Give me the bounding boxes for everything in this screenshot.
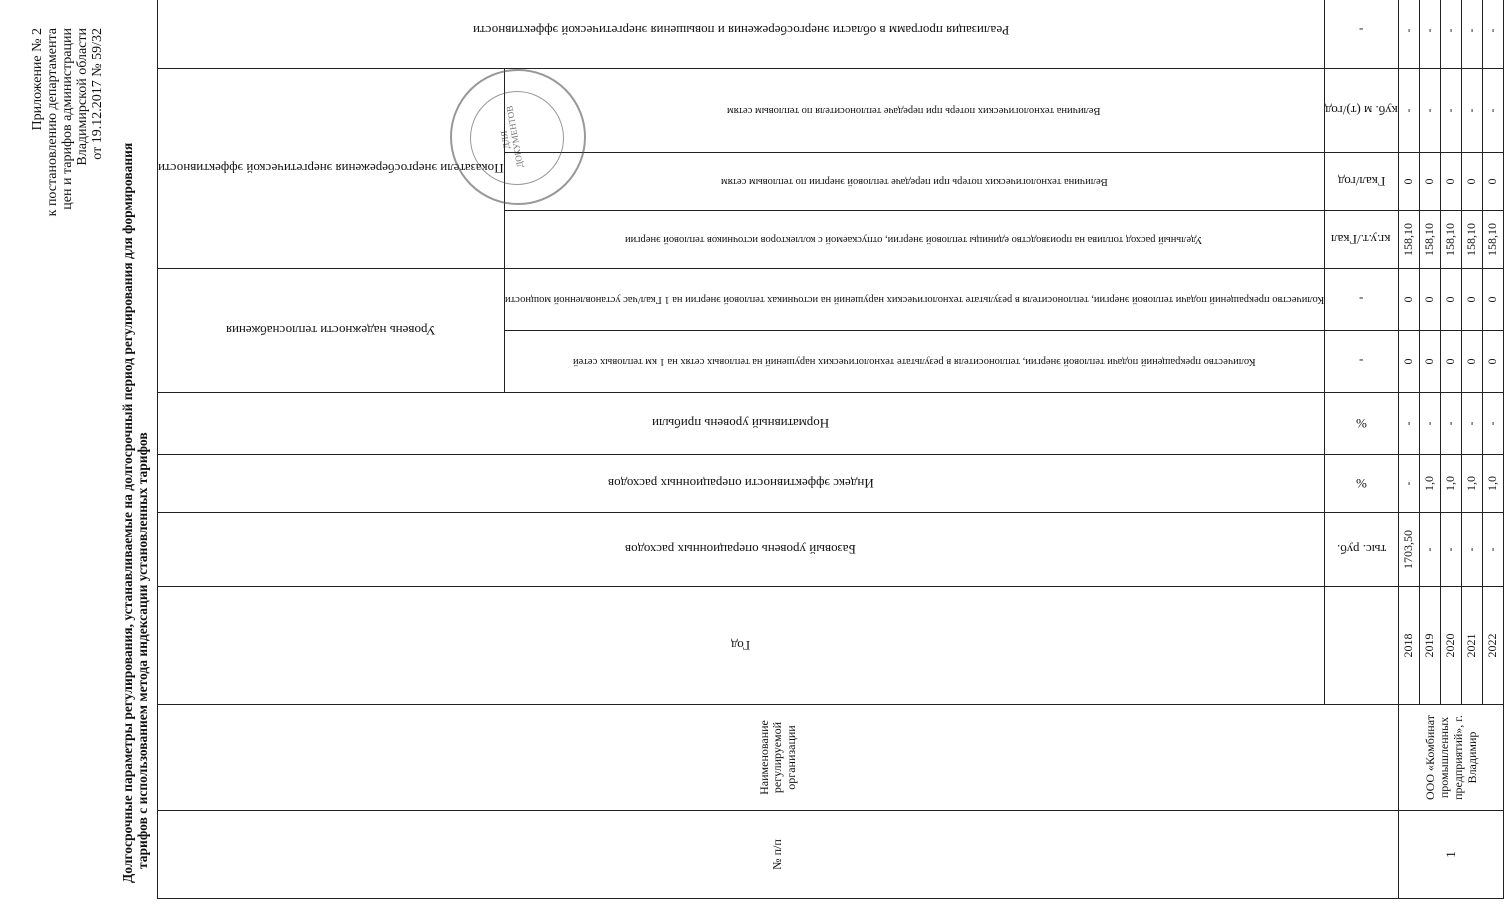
header-num: № п/п [158, 811, 1399, 899]
header-org: Наименование регулируемой организации [158, 705, 1399, 811]
header-energy-group: Показатели энергосбережения энергетической эффективности [158, 68, 505, 268]
normative-profit-cell: - [1461, 393, 1482, 455]
energy-1-cell: 158,10 [1482, 211, 1503, 269]
unit-program: - [1324, 0, 1398, 68]
efficiency-index-cell: 1,0 [1482, 455, 1503, 513]
organization-name: ООО «Комбинат промышленных предприятий», г. Владимир [1398, 705, 1503, 811]
appendix-line: Владимирской области [75, 28, 90, 166]
header-program: Реализация программ в области энергосбережения и повышения энергетической эффективности [158, 0, 1325, 68]
energy-3-cell: - [1482, 68, 1503, 152]
efficiency-index-cell: 1,0 [1461, 455, 1482, 513]
header-reliability-2: Количество прекращений подачи тепловой энергии, теплоносителя в результате технологических нарушений на источниках тепловой энергии на 1 Гкал/час установленной мощности [504, 269, 1324, 331]
energy-3-cell: - [1419, 68, 1440, 152]
reliability-1-cell: 0 [1419, 331, 1440, 393]
base-level-cell: - [1440, 513, 1461, 587]
energy-3-cell: - [1440, 68, 1461, 152]
program-cell: - [1419, 0, 1440, 68]
year-cell: 2019 [1419, 587, 1440, 705]
energy-1-cell: 158,10 [1398, 211, 1419, 269]
year-cell: 2018 [1398, 587, 1419, 705]
reliability-2-cell: 0 [1419, 269, 1440, 331]
reliability-1-cell: 0 [1440, 331, 1461, 393]
base-level-cell: 1703,50 [1398, 513, 1419, 587]
reliability-2-cell: 0 [1398, 269, 1419, 331]
reliability-1-cell: 0 [1398, 331, 1419, 393]
unit-efficiency-index: % [1324, 455, 1398, 513]
row-number: 1 [1398, 811, 1503, 899]
parameters-table [157, 0, 1504, 899]
header-year: Год [158, 587, 1325, 705]
appendix-line: цен и тарифов администрации [60, 28, 75, 210]
energy-2-cell: 0 [1398, 153, 1419, 211]
energy-2-cell: 0 [1440, 153, 1461, 211]
header-reliability-1: Количество прекращений подачи тепловой энергии, теплоносителя в результате технологических нарушений на тепловых сетях на 1 км тепловых сетей [504, 331, 1324, 393]
base-level-cell: - [1461, 513, 1482, 587]
energy-2-cell: 0 [1482, 153, 1503, 211]
base-level-cell: - [1419, 513, 1440, 587]
program-cell: - [1482, 0, 1503, 68]
reliability-2-cell: 0 [1461, 269, 1482, 331]
efficiency-index-cell: - [1398, 455, 1419, 513]
normative-profit-cell: - [1482, 393, 1503, 455]
appendix-header [30, 28, 105, 216]
unit-year [1324, 587, 1398, 705]
normative-profit-cell: - [1419, 393, 1440, 455]
unit-reliability-1: - [1324, 331, 1398, 393]
official-seal [450, 69, 586, 205]
document-title [120, 53, 150, 883]
title-line: Долгосрочные параметры регулирования, устанавливаемые на долгосрочный период регулирования для формирования [120, 142, 135, 883]
appendix-line: Приложение № 2 [30, 28, 45, 131]
reliability-2-cell: 0 [1440, 269, 1461, 331]
normative-profit-cell: - [1398, 393, 1419, 455]
appendix-line: от 19.12.2017 № 59/32 [90, 28, 105, 160]
energy-2-cell: 0 [1461, 153, 1482, 211]
year-cell: 2021 [1461, 587, 1482, 705]
seal-text: ДЛЯ ДОКУМЕНТОВ [498, 105, 526, 169]
header-energy-2: Величина технологических потерь при передаче тепловой энергии по тепловым сетям [504, 153, 1324, 211]
unit-base-level: тыс. руб. [1324, 513, 1398, 587]
energy-3-cell: - [1461, 68, 1482, 152]
unit-normative-profit: % [1324, 393, 1398, 455]
header-energy-1: Удельный расход топлива на производство единицы тепловой энергии, отпускаемой с коллекторов источников тепловой энергии [504, 211, 1324, 269]
base-level-cell: - [1482, 513, 1503, 587]
program-cell: - [1398, 0, 1419, 68]
energy-1-cell: 158,10 [1419, 211, 1440, 269]
unit-energy-3: куб. м (т)/год [1324, 68, 1398, 152]
header-base-level: Базовый уровень операционных расходов [158, 513, 1325, 587]
unit-reliability-2: - [1324, 269, 1398, 331]
normative-profit-cell: - [1440, 393, 1461, 455]
appendix-line: к постановлению департамента [45, 28, 60, 217]
reliability-1-cell: 0 [1461, 331, 1482, 393]
unit-energy-2: Гкал/год [1324, 153, 1398, 211]
title-line: тарифов с использованием метода индексации установленных тарифов [135, 432, 150, 869]
efficiency-index-cell: 1,0 [1419, 455, 1440, 513]
energy-3-cell: - [1398, 68, 1419, 152]
reliability-1-cell: 0 [1482, 331, 1503, 393]
header-energy-3: Величина технологических потерь при передаче теплоносителя по тепловым сетям [504, 68, 1324, 152]
table-row [1398, 0, 1419, 899]
energy-1-cell: 158,10 [1461, 211, 1482, 269]
year-cell: 2022 [1482, 587, 1503, 705]
header-reliability-group: Уровень надежности теплоснабжения [158, 269, 505, 393]
energy-1-cell: 158,10 [1440, 211, 1461, 269]
energy-2-cell: 0 [1419, 153, 1440, 211]
reliability-2-cell: 0 [1482, 269, 1503, 331]
program-cell: - [1461, 0, 1482, 68]
unit-energy-1: кг.у.т./Гкал [1324, 211, 1398, 269]
program-cell: - [1440, 0, 1461, 68]
header-normative-profit: Нормативный уровень прибыли [158, 393, 1325, 455]
efficiency-index-cell: 1,0 [1440, 455, 1461, 513]
header-efficiency-index: Индекс эффективности операционных расходов [158, 455, 1325, 513]
year-cell: 2020 [1440, 587, 1461, 705]
